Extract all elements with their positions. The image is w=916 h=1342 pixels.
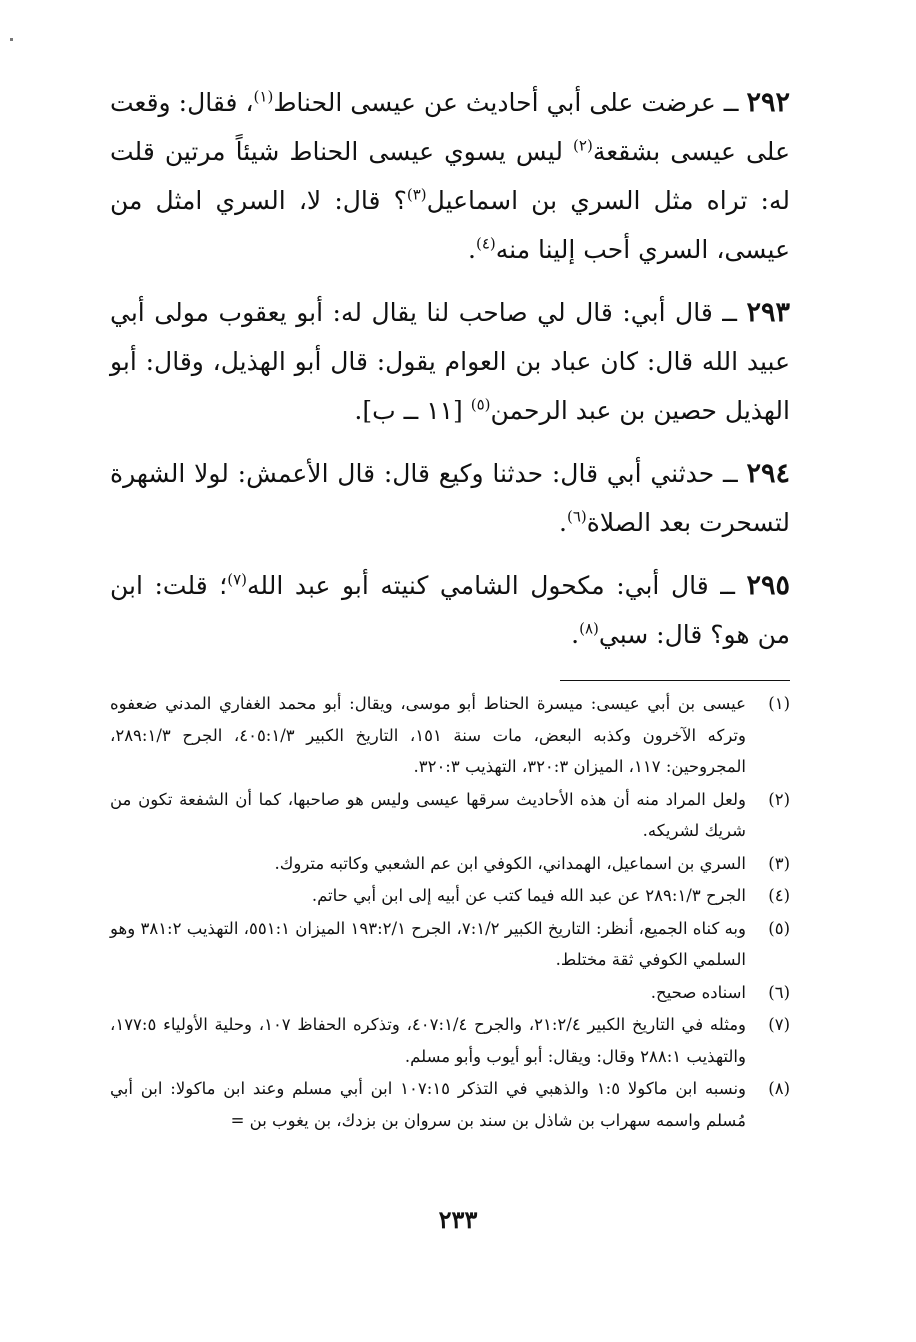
footnote-text: ونسبه ابن ماكولا ١:٥ والذهبي في التذكر ١٠٧:١٥ ابن أبي مسلم وعند ابن ماكولا: ابن أبي مُسلم واسمه سهراب بن شاذل بن سند بن سروان بن بزدك، بن يغوب بن = xyxy=(110,1079,746,1130)
footnote-4 xyxy=(110,880,790,912)
footnote-text: وبه كناه الجميع، أنظر: التاريخ الكبير ٧:١/٢، الجرح ١٩٣:٢/١ الميزان ٥٥١:١، التهذيب ٣٨١:٢ وهو السلمي الكوفي ثقة مختلط. xyxy=(110,918,746,969)
footnote-number: (٨) xyxy=(768,1079,790,1098)
footnote-divider xyxy=(560,680,790,681)
footnote-text: ومثله في التاريخ الكبير ٢١:٢/٤، والجرح ٤٠٧:١/٤، وتذكره الحفاظ ١٠٧، وحلية الأولياء ١٧٧:٥، والتهذيب ٢٨٨:١ وقال: ويقال: أبو أيوب وأبو مسلم. xyxy=(110,1015,746,1066)
entry-number: ٢٩٤ xyxy=(746,458,790,489)
page-number: ٢٣٣ xyxy=(438,1205,478,1234)
entry-text: ــ عرضت على أبي أحاديث عن عيسى الحناط xyxy=(273,88,739,117)
entry-text: . xyxy=(468,235,476,264)
footnote-6 xyxy=(110,977,790,1009)
entry-number: ٢٩٣ xyxy=(746,297,790,328)
entry-text: . xyxy=(559,508,567,537)
footnote-number: (٥) xyxy=(768,918,790,938)
entry-294 xyxy=(110,449,790,547)
footnote-ref: (٥) xyxy=(470,395,491,414)
entry-text: ــ حدثني أبي قال: حدثنا وكيع قال: قال الأعمش: لولا الشهرة لتسحرت بعد الصلاة xyxy=(110,459,790,537)
footnote-ref: (١) xyxy=(253,87,274,106)
entry-292 xyxy=(110,78,790,274)
footnote-ref: (٢) xyxy=(573,136,593,155)
footnote-number: (٣) xyxy=(768,853,790,873)
footnote-text: السري بن اسماعيل، الهمداني، الكوفي ابن عم الشعبي وكاتبه متروك. xyxy=(274,853,746,873)
footnote-ref: (٦) xyxy=(566,507,587,526)
footnote-number: (٤) xyxy=(768,886,790,905)
footnote-ref: (٣) xyxy=(406,185,427,204)
entry-number: ٢٩٥ xyxy=(746,570,790,601)
entry-text: ــ قال أبي: مكحول الشامي كنيته أبو عبد الله xyxy=(247,571,735,600)
entry-text: ؟ قال: لا، السري امثل من عيسى، السري أحب إلينا منه xyxy=(110,186,790,264)
footnote-ref: (٤) xyxy=(475,234,496,253)
footnotes xyxy=(110,688,790,1137)
footnote-number: (٧) xyxy=(768,1015,790,1034)
footnote-ref: (٧) xyxy=(227,570,248,589)
footnote-ref: (٨) xyxy=(579,619,599,638)
footnote-8 xyxy=(110,1073,790,1136)
entry-295 xyxy=(110,561,790,659)
footnote-3 xyxy=(110,848,790,880)
scan-speck xyxy=(10,38,13,41)
entry-text: . xyxy=(571,620,580,649)
footnote-text: الجرح ٢٨٩:١/٣ عن عبد الله فيما كتب عن أبيه إلى ابن أبي حاتم. xyxy=(311,886,746,905)
entry-number: ٢٩٢ xyxy=(746,87,790,118)
footnote-number: (١) xyxy=(768,694,790,713)
footnote-text: اسناده صحيح. xyxy=(650,982,746,1002)
footnote-number: (٦) xyxy=(768,982,790,1002)
entry-text: [١١ ــ ب]. xyxy=(354,396,471,425)
footnote-1 xyxy=(110,688,790,783)
main-text xyxy=(110,78,790,673)
footnote-2 xyxy=(110,784,790,847)
entry-text: ؛ قلت: ابن من هو؟ قال: سبي xyxy=(110,571,790,649)
entry-293 xyxy=(110,288,790,435)
entry-text: ، فقال: وقعت على عيسى بشقعة xyxy=(110,88,790,166)
footnote-text: ولعل المراد منه أن هذه الأحاديث سرقها عيسى وليس هو صاحبها، كما أن الشفعة تكون من شريك لشريكه. xyxy=(110,789,746,840)
footnote-text: عيسى بن أبي عيسى: ميسرة الحناط أبو موسى، ويقال: أبو محمد الغفاري المدني ضعفوه وتركه الآخرون وكذبه البعض، مات سنة ١٥١، التاريخ الكبير ٤٠٥:١/٣، الجرح ٢٨٩:١/٣، المجروحين: ١١٧، الميزان ٣٢٠:٣، التهذيب ٣٢٠:٣. xyxy=(110,694,746,776)
footnote-7 xyxy=(110,1009,790,1072)
footnote-5 xyxy=(110,913,790,976)
entry-text: ــ قال أبي: قال لي صاحب لنا يقال له: أبو يعقوب مولى أبي عبيد الله قال: كان عباد بن العوام يقول: قال أبو الهذيل، وقال: أبو الهذيل حصين بن عبد الرحمن xyxy=(110,298,790,425)
footnote-number: (٢) xyxy=(768,789,790,809)
entry-text: ليس يسوي عيسى الحناط شيئاً مرتين قلت له: تراه مثل السري بن اسماعيل xyxy=(110,137,790,215)
